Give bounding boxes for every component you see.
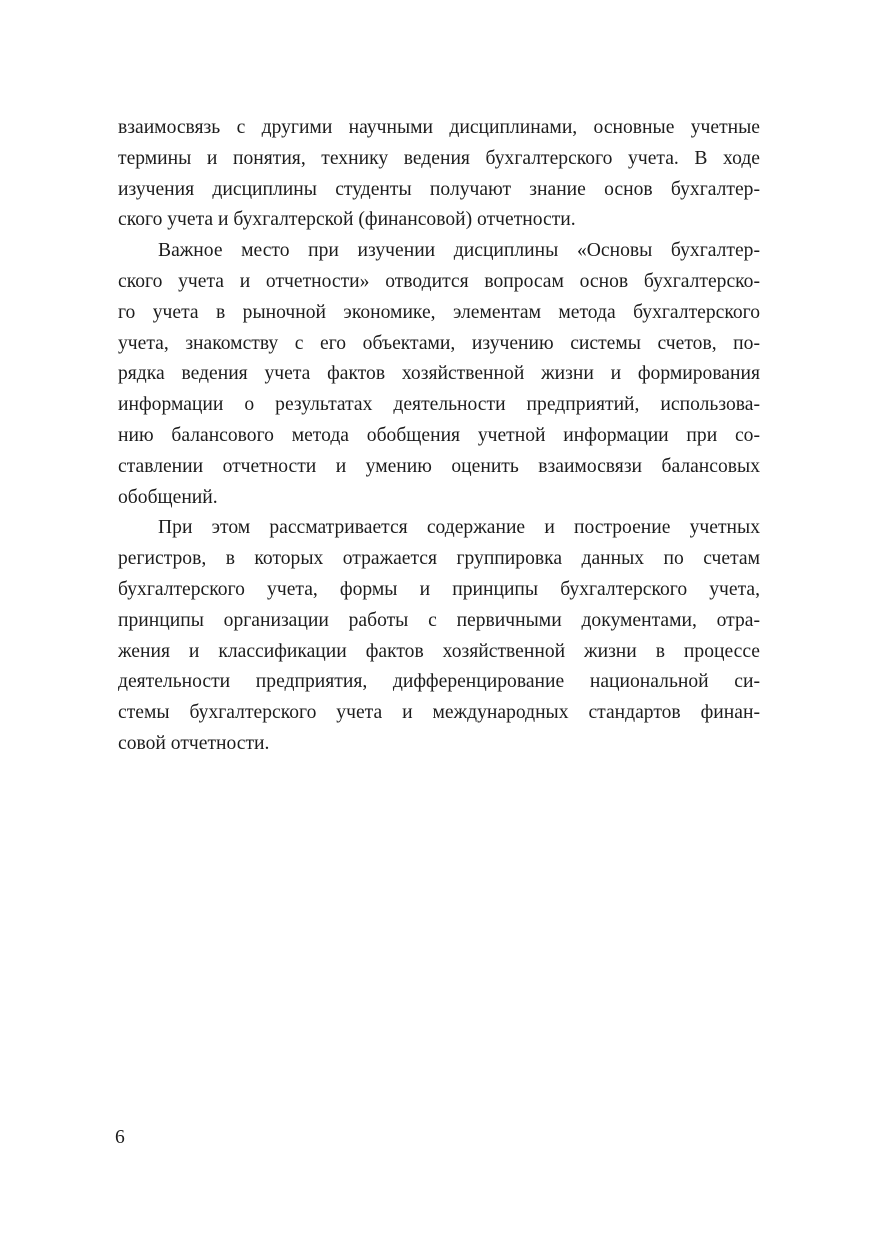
- text-line: термины и понятия, технику ведения бухгалтерского учета. В ходе: [118, 147, 760, 169]
- text-line: стемы бухгалтерского учета и международных стандартов финан-: [118, 702, 760, 724]
- text-line: рядка ведения учета фактов хозяйственной жизни и формирования: [118, 363, 760, 385]
- text-line: принципы организации работы с первичными документами, отра-: [118, 609, 760, 631]
- text-line: информации о результатах деятельности предприятий, использова-: [118, 394, 760, 416]
- paragraph-2: [118, 236, 760, 513]
- text-line: бухгалтерского учета, формы и принципы бухгалтерского учета,: [118, 578, 760, 600]
- text-line: го учета в рыночной экономике, элементам метода бухгалтерского: [118, 301, 760, 323]
- paragraph-1: [118, 113, 760, 236]
- text-line: ского учета и отчетности» отводится вопросам основ бухгалтерско-: [118, 270, 760, 292]
- text-line: регистров, в которых отражается группировка данных по счетам: [118, 548, 760, 570]
- body-text: [118, 113, 760, 760]
- text-line: жения и классификации фактов хозяйственной жизни в процессе: [118, 640, 760, 662]
- text-line: Важное место при изучении дисциплины «Основы бухгалтер-: [158, 240, 760, 262]
- paragraph-3: [118, 513, 760, 759]
- text-line: деятельности предприятия, дифференцирование национальной си-: [118, 671, 760, 693]
- text-line: При этом рассматривается содержание и построение учетных: [158, 517, 760, 539]
- text-line: нию балансового метода обобщения учетной информации при со-: [118, 424, 760, 446]
- page-number: 6: [115, 1127, 125, 1148]
- text-line: учета, знакомству с его объектами, изучению системы счетов, по-: [118, 332, 760, 354]
- text-line: обобщений.: [118, 486, 218, 508]
- text-line: ского учета и бухгалтерской (финансовой) отчетности.: [118, 209, 576, 231]
- text-line: взаимосвязь с другими научными дисциплинами, основные учетные: [118, 117, 760, 138]
- text-line: совой отчетности.: [118, 732, 270, 754]
- text-line: изучения дисциплины студенты получают знание основ бухгалтер-: [118, 178, 760, 200]
- text-line: ставлении отчетности и умению оценить взаимосвязи балансовых: [118, 455, 760, 477]
